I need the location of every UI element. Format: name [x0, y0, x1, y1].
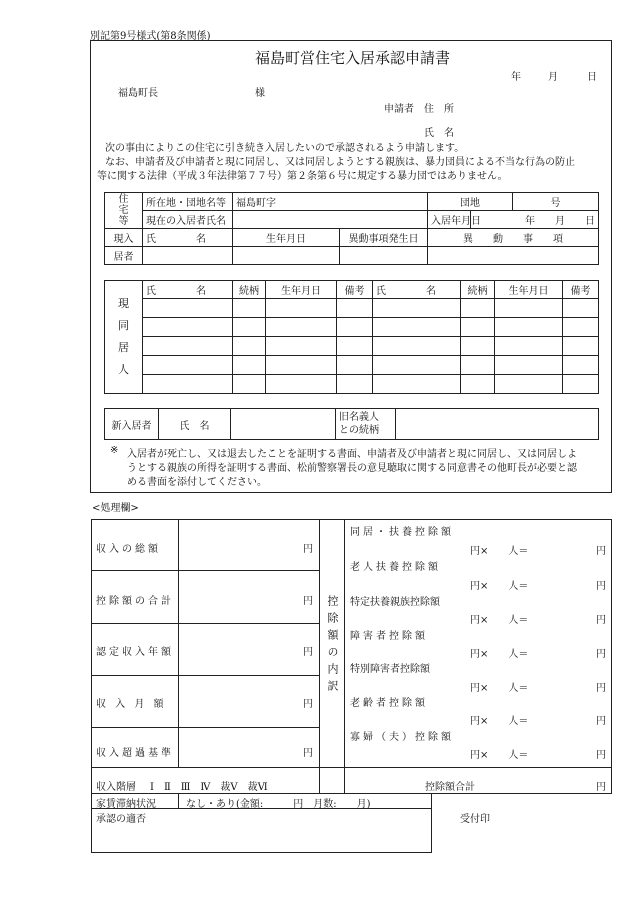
row-excess-standard-unit: 円 — [303, 748, 313, 759]
entry-date-label: 入居年月日 — [428, 211, 471, 229]
addressee-name: 福島町長 — [118, 88, 158, 99]
deduction-2-unit: 円 — [596, 581, 606, 592]
deduction-4-calc: 円× 人＝ — [470, 649, 529, 660]
go-label: 号 — [513, 193, 599, 211]
deduction-6-label: 老齢者控除額 — [350, 698, 428, 709]
row-total-income-unit: 円 — [303, 544, 313, 555]
cohab-header-rel-2: 続柄 — [461, 281, 495, 299]
new-resident-table — [104, 408, 599, 440]
note-line-3: める書面を添付してください。 — [127, 477, 267, 488]
deduction-5-calc: 円× 人＝ — [470, 683, 529, 694]
row-monthly-income-unit: 円 — [303, 699, 313, 710]
table-row — [105, 337, 599, 356]
form-reference: 別記第9号様式(第8条関係) — [90, 31, 211, 42]
deduction-5-unit: 円 — [596, 683, 606, 694]
deduction-total-label: 控除額合計 — [425, 782, 475, 793]
intro-line-1: 次の事由によりこの住宅に引き続き入居したいので承認されるよう申請します。 — [105, 143, 465, 154]
change-header: 異 動 事 項 — [428, 229, 599, 247]
deduction-2-label: 老人扶養控除額 — [350, 562, 441, 573]
deduction-2-calc: 円× 人＝ — [470, 581, 529, 592]
deduction-7-unit: 円 — [596, 750, 606, 761]
deduction-breakdown-label: 控除額の内訳 — [326, 595, 339, 697]
date-year: 年 — [511, 72, 521, 83]
date-month: 月 — [548, 72, 558, 83]
intro-line-3: 等に関する法律（平成３年法律第７７号）第２条第６号に規定する暴力団ではありません。 — [97, 171, 508, 182]
note-line-1: 入居者が死亡し、又は退去したことを証明する書面、申請者及び申請者と現に同居し、又は同居しよ — [127, 449, 577, 460]
row-total-income-label: 収入の総額 — [96, 544, 161, 555]
current-resident-value[interactable] — [233, 211, 428, 229]
table-row — [105, 356, 599, 375]
deduction-3-unit: 円 — [596, 615, 606, 626]
income-level-label: 収入階層 — [96, 782, 136, 793]
cohab-side-label: 現同居人 — [118, 297, 129, 376]
change-date-header: 異動事項発生日 — [340, 229, 428, 247]
deduction-3-calc: 円× 人＝ — [470, 615, 529, 626]
new-resident-name-cell[interactable] — [231, 409, 336, 440]
cohab-header-birth-2: 生年月日 — [495, 281, 563, 299]
row-certified-income-label: 認定収入年額 — [96, 647, 174, 658]
change-cell[interactable] — [428, 247, 599, 265]
housing-side-label: 住宅等 — [118, 194, 129, 227]
cohab-header-birth-1: 生年月日 — [266, 281, 337, 299]
deduction-1-label: 同居・扶養控除額 — [350, 527, 454, 538]
change-date-cell[interactable] — [340, 247, 428, 265]
relation-label-2: との続柄 — [339, 425, 379, 436]
new-resident-label: 新入居者 — [105, 409, 159, 440]
deduction-7-label: 寡婦（夫）控除額 — [350, 732, 454, 743]
deduction-5-label: 特別障害者控除額 — [350, 664, 430, 675]
table-row — [105, 318, 599, 337]
deduction-4-label: 障害者控除額 — [350, 631, 428, 642]
approval-label: 承認の適否 — [96, 814, 146, 825]
deduction-7-calc: 円× 人＝ — [470, 750, 529, 761]
residents-table — [104, 192, 599, 265]
rent-status-value: なし・あり(金額: 円 月数: 月) — [186, 799, 371, 810]
deduction-3-label: 特定扶養親族控除額 — [350, 597, 440, 608]
date-day: 日 — [587, 72, 597, 83]
form-title: 福島町営住宅入居承認申請書 — [255, 49, 451, 67]
deduction-1-unit: 円 — [596, 546, 606, 557]
row-monthly-income-label: 収 入 月 額 — [96, 699, 167, 710]
danchi-label: 団地 — [428, 193, 513, 211]
income-levels: Ⅰ Ⅱ Ⅲ Ⅳ 裁Ⅴ 裁Ⅵ — [150, 782, 268, 793]
cohab-header-note-1: 備考 — [337, 281, 373, 299]
row-excess-standard-label: 収入超過基準 — [96, 748, 174, 759]
cohab-header-name-2: 氏 名 — [373, 281, 461, 299]
current-resident-label: 現在の入居者氏名 — [143, 211, 233, 229]
applicant-label: 申請者 — [384, 104, 414, 115]
addressee-honorific: 様 — [255, 88, 265, 99]
applicant-name-label: 氏 名 — [424, 128, 454, 139]
row-certified-income-unit: 円 — [303, 647, 313, 658]
note-line-2: うとする親族の所得を証明する書面、松前警察署長の意見聴取に関する同意書その他町長が必要と認 — [127, 463, 577, 474]
new-resident-name-label: 氏 名 — [159, 409, 231, 440]
table-row — [105, 299, 599, 318]
reception-stamp-label: 受付印 — [460, 814, 490, 825]
current-name-cell[interactable] — [143, 247, 233, 265]
relation-label-1: 旧名義人 — [339, 412, 379, 423]
cohabitants-table — [104, 280, 599, 394]
deduction-1-calc: 円× 人＝ — [470, 546, 529, 557]
cohab-header-rel-1: 続柄 — [233, 281, 266, 299]
location-value: 福島町字 — [233, 193, 428, 211]
row-deduction-sum-unit: 円 — [303, 596, 313, 607]
deduction-6-unit: 円 — [596, 716, 606, 727]
row-deduction-sum-label: 控除額の合計 — [96, 596, 174, 607]
current-birth-cell[interactable] — [233, 247, 340, 265]
deduction-total-unit: 円 — [596, 782, 606, 793]
note-mark: ※ — [110, 445, 119, 456]
location-label: 所在地・団地名等 — [143, 193, 233, 211]
applicant-address-label: 住 所 — [424, 104, 454, 115]
entry-date-value: 年 月 日 — [471, 211, 599, 229]
table-row — [105, 375, 599, 394]
deduction-6-calc: 円× 人＝ — [470, 716, 529, 727]
rent-status-label: 家賃滞納状況 — [96, 799, 156, 810]
cohab-header-note-2: 備考 — [563, 281, 599, 299]
processing-title: <処理欄> — [92, 503, 139, 514]
current-side-1: 現入 — [105, 229, 143, 247]
intro-line-2: なお、申請者及び申請者と現に同居し、又は同居しようとする親族は、暴力団員による不当な行為の防止 — [105, 157, 575, 168]
cohab-header-name-1: 氏 名 — [143, 281, 233, 299]
current-side-2: 居者 — [105, 247, 143, 265]
current-name-header: 氏 名 — [143, 229, 233, 247]
deduction-4-unit: 円 — [596, 649, 606, 660]
current-birth-header: 生年月日 — [233, 229, 340, 247]
relation-cell[interactable] — [396, 409, 599, 440]
